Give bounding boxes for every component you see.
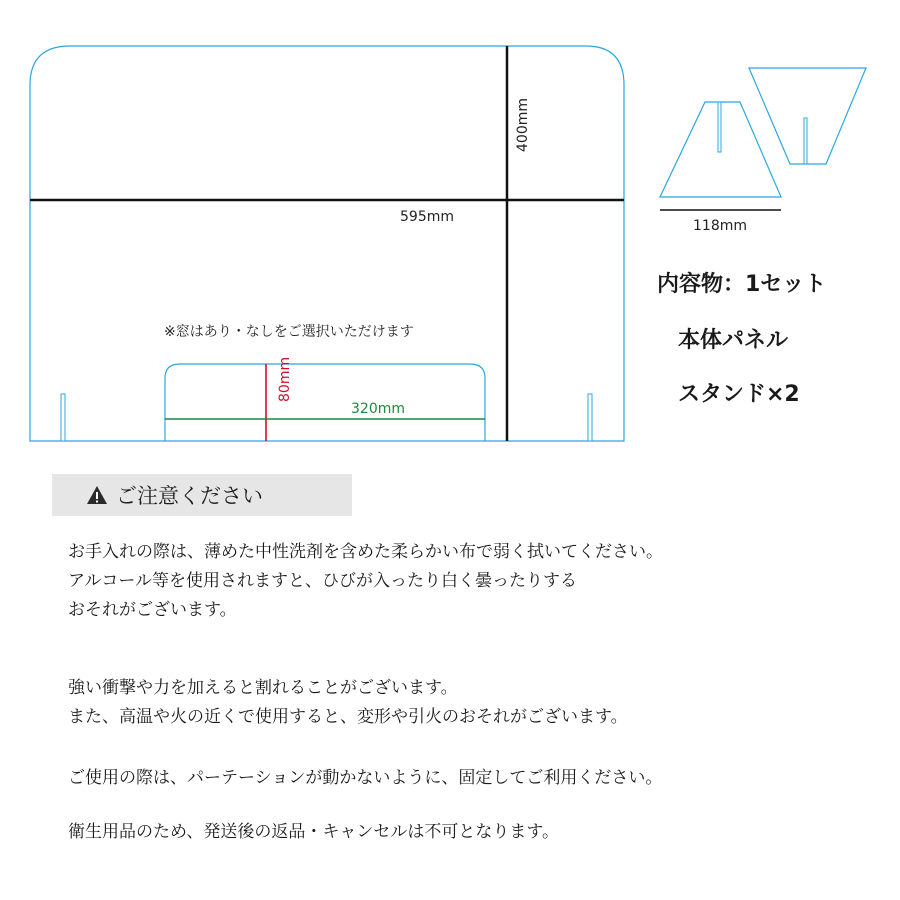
stand-back-slot (804, 118, 807, 164)
panel-slot-right (588, 394, 592, 441)
note-line: 強い衝撃や力を加えると割れることがございます。 (68, 678, 458, 698)
note-line: お手入れの際は、薄めた中性洗剤を含めた柔らかい布で弱く拭いてください。 (68, 542, 663, 562)
note-impact-heat (68, 674, 628, 732)
note-cleaning (68, 538, 663, 625)
contents-item-stand: スタンド×2 (678, 382, 800, 407)
window-width-label: 320mm (351, 401, 405, 417)
window-note: ※窓はあり・なしをご選択いただけます (164, 324, 414, 340)
warning-icon (86, 485, 108, 505)
note-no-returns (68, 818, 559, 847)
note-line: 衛生用品のため、発送後の返品・キャンセルは不可となります。 (68, 822, 559, 842)
stand-width-label: 118mm (693, 218, 747, 234)
panel-slot-left (61, 394, 65, 441)
note-line: ご使用の際は、パーテーションが動かないように、固定してご利用ください。 (68, 768, 663, 788)
caution-heading (52, 474, 352, 516)
note-line: また、高温や火の近くで使用すると、変形や引火のおそれがございます。 (68, 707, 628, 727)
contents-title: 内容物：1セット (657, 272, 827, 297)
window-outline (165, 364, 485, 441)
note-line: アルコール等を使用されますと、ひびが入ったり白く曇ったりする (68, 571, 577, 591)
contents-item-panel: 本体パネル (678, 328, 789, 353)
height-label: 400mm (515, 98, 531, 152)
panel-outline (30, 46, 624, 441)
width-label: 595mm (400, 209, 454, 225)
note-fixing (68, 764, 662, 793)
window-height-label: 80mm (277, 356, 293, 402)
note-line: おそれがございます。 (68, 600, 237, 620)
stand-front-slot (718, 102, 721, 152)
caution-title: ご注意ください (116, 484, 263, 508)
